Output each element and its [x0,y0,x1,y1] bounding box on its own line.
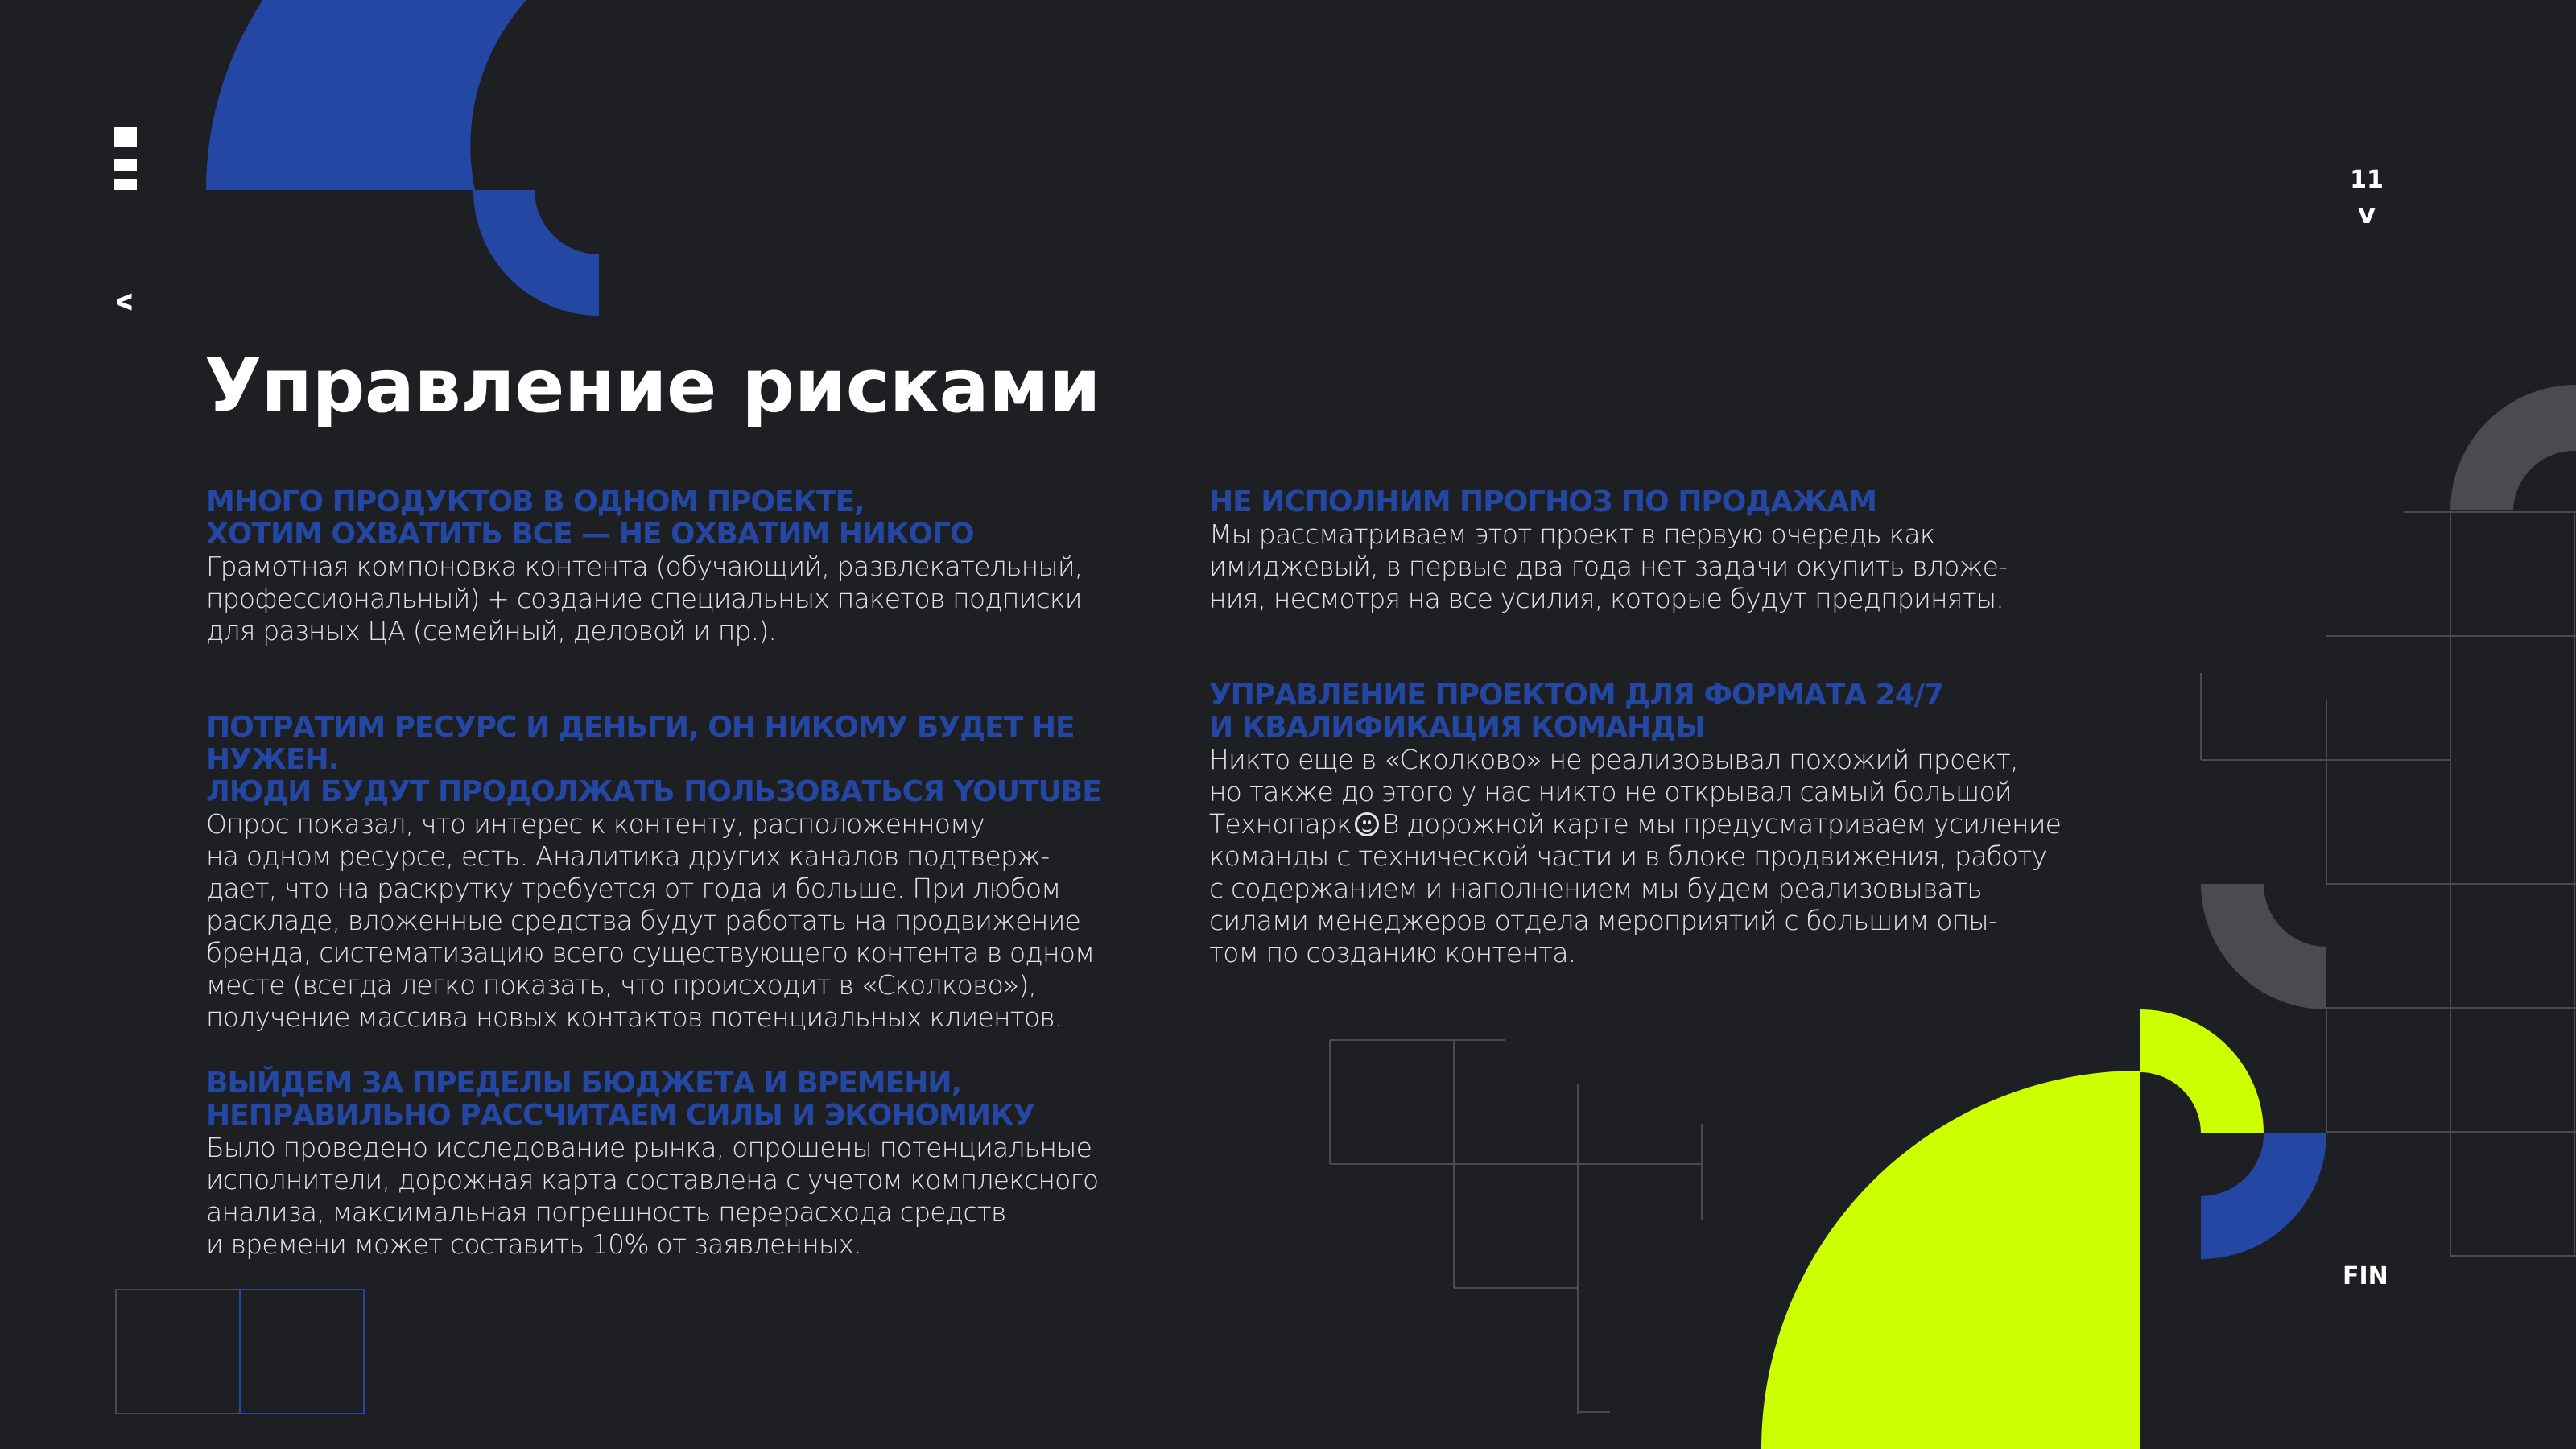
risk-text [1209,744,2175,969]
page-chevron-icon: v [2357,198,2376,230]
bottom-left-squares [116,1290,364,1414]
gray-arc-right-mid [2201,884,2326,1009]
gray-arc-right-top [2450,385,2576,510]
risk-text: Было проведено исследование рынка, опрошены потенциальные исполнители, дорожная карта составлена с учетом комплексного анализа, максимальная погрешность перерасхода средств и времени может составить 10% от заявленных. [206,1132,1099,1260]
lime-small-arc [2140,1009,2264,1133]
risk-block-resource [206,712,1172,1034]
page-title: Управление рисками [204,343,1100,429]
risk-heading: НЕ ИСПОЛНИМ ПРОГНОЗ ПО ПРОДАЖАМ [1209,485,1877,518]
fin-label: FIN [2343,1262,2388,1290]
risk-heading: ПОТРАТИМ РЕСУРС И ДЕНЬГИ, ОН НИКОМУ БУДЕТ НЕ НУЖЕН. ЛЮДИ БУДУТ ПРОДОЛЖАТЬ ПОЛЬЗОВАТЬСЯ YOUTUBE [206,711,1101,808]
logo-bar-3 [114,179,137,190]
page-number: 11 [2350,166,2384,194]
risk-heading: МНОГО ПРОДУКТОВ В ОДНОМ ПРОЕКТЕ, ХОТИМ ОХВАТИТЬ ВСЕ — НЕ ОХВАТИМ НИКОГО [206,485,974,551]
smiley-icon [1355,812,1379,836]
logo-bar-2 [114,159,137,171]
logo-bar-1 [114,127,137,147]
center-grid-lines [1330,1040,1703,1414]
risk-block-products [206,486,1172,647]
blue-small-arc [473,190,599,316]
blue-arc-shape-top [206,0,552,190]
risk-block-sales [1209,486,2175,615]
risk-heading: ВЫЙДЕМ ЗА ПРЕДЕЛЫ БЮДЖЕТА И ВРЕМЕНИ, НЕПРАВИЛЬНО РАССЧИТАЕМ СИЛЫ И ЭКОНОМИКУ [206,1067,1035,1132]
risk-text-before: Никто еще в «Сколково» не реализовывал похожий проект, но также до этого у нас никто не открывал самый большой Технопарк [1209,744,2018,840]
risk-text: Опрос показал, что интерес к контенту, расположенному на одном ресурсе, есть. Аналитика других каналов подтверж- дает, что на раскрутку требуется от года и больше. При любом раскладе, вложенные средства будут работать на продвижение бренда, систематизацию всего существующего контента в одном месте (всегда легко показать, что происходит в «Сколково»), получение массива новых контактов потенциальных клиентов. [206,808,1095,1033]
risk-text: Грамотная компоновка контента (обучающий, развлекательный, профессиональный) + создание специальных пакетов подписки для разных ЦА (семейный, деловой и пр.). [206,551,1083,646]
risk-block-management [1209,679,2175,969]
risk-text-after: В дорожной карте мы предусматриваем усиление команды с технической части и в блоке продвижения, работу с содержанием и наполнением мы будем реализовывать силами менеджеров отдела мероприятий с большим опы- том по созданию контента. [1209,808,2062,968]
risk-block-budget [206,1067,1172,1261]
blue-arc-bottom-right [2201,1133,2326,1259]
risk-heading: УПРАВЛЕНИЕ ПРОЕКТОМ ДЛЯ ФОРМАТА 24/7 И КВАЛИФИКАЦИЯ КОМАНДЫ [1209,679,1943,744]
logo-chevron: v [109,293,142,312]
risk-text: Мы рассматриваем этот проект в первую очередь как имиджевый, в первые два года нет задачи окупить вложе- ния, несмотря на все усилия, которые будут предприняты. [1209,518,2008,614]
